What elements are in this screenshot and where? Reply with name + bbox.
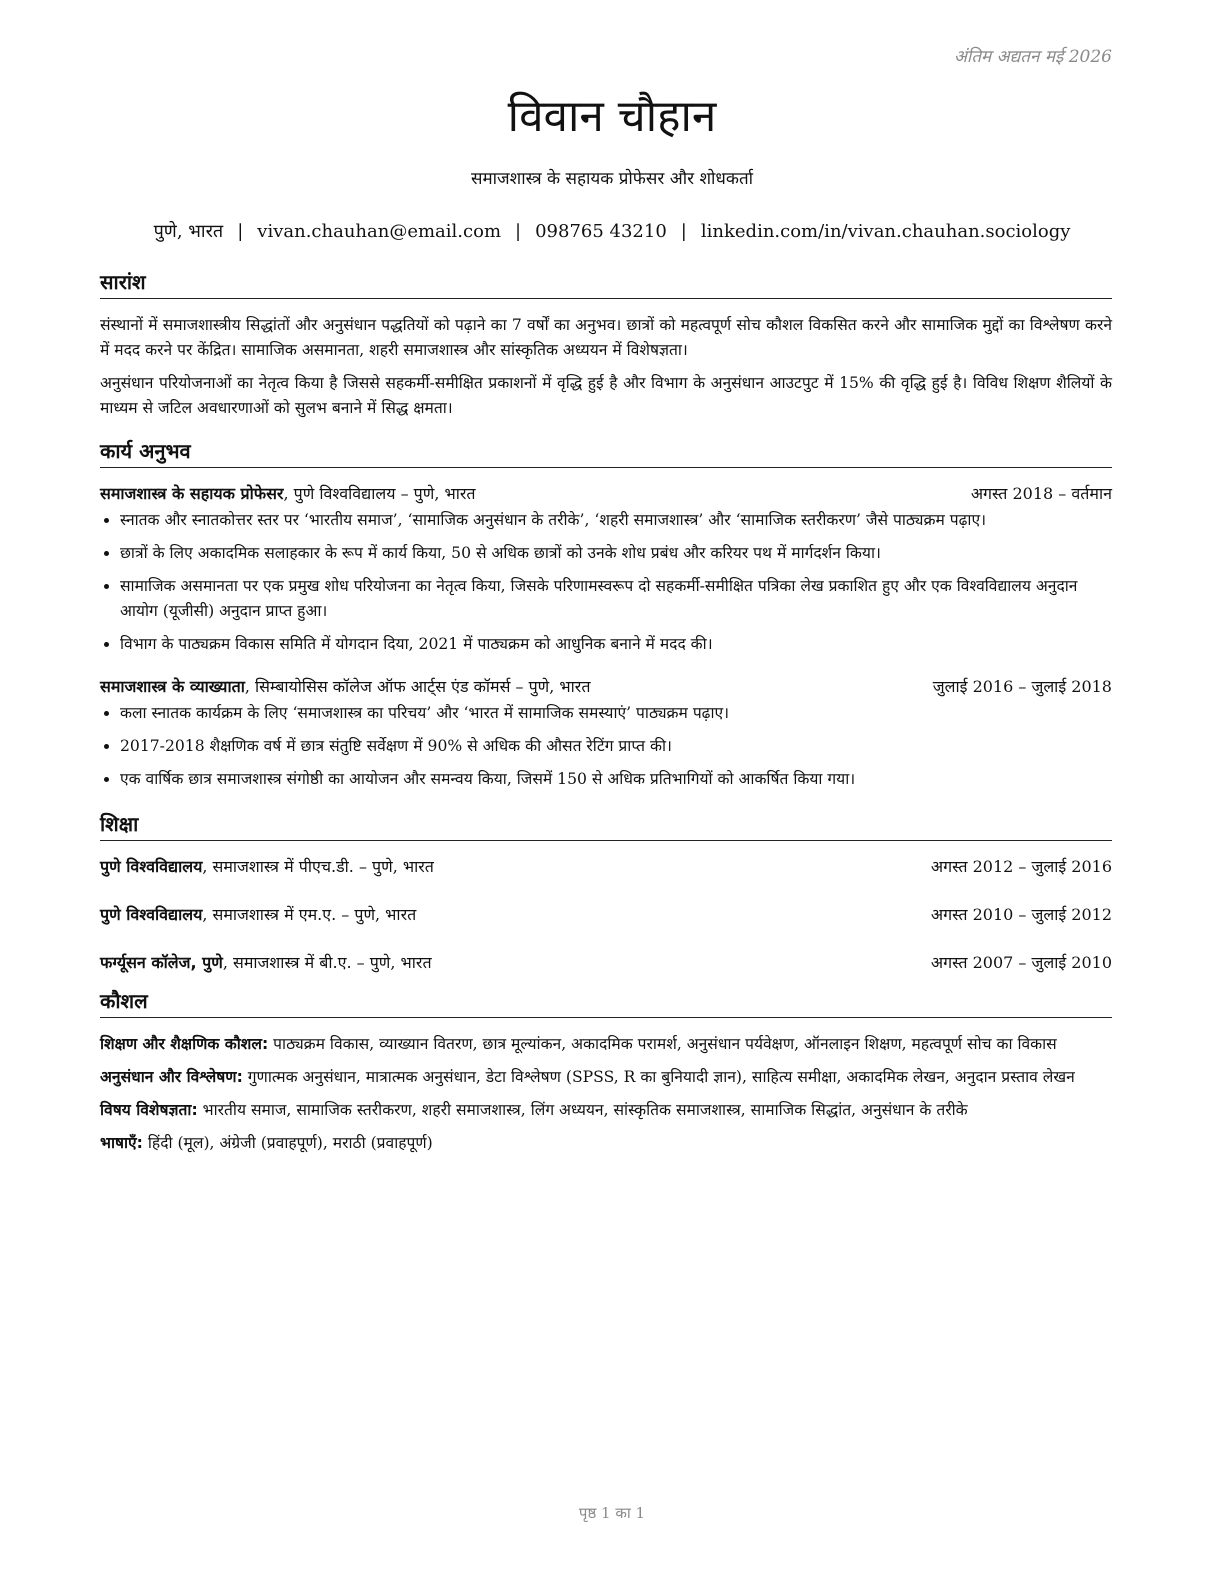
last-updated: अंतिम अद्यतन मई 2026: [953, 47, 1112, 67]
education-dates: अगस्त 2010 – जुलाई 2012: [930, 905, 1112, 924]
contact-line: [0, 219, 1224, 243]
job-bullet: • 2017-2018 शैक्षणिक वर्ष में छात्र संतुष्टि सर्वेक्षण में 90% से अधिक की औसत रेटिंग प्राप्त की।: [120, 734, 1112, 759]
job-bullet: • विभाग के पाठ्यक्रम विकास समिति में योगदान दिया, 2021 में पाठ्यक्रम को आधुनिक बनाने में मदद की।: [120, 632, 1112, 657]
education-school: पुणे विश्वविद्यालय: [100, 905, 203, 924]
education-school: फर्ग्यूसन कॉलेज, पुणे: [100, 953, 223, 972]
education-school: पुणे विश्वविद्यालय: [100, 857, 203, 876]
candidate-name: विवान चौहान: [507, 91, 717, 142]
summary-paragraph: अनुसंधान परियोजनाओं का नेतृत्व किया है जिससे सहकर्मी-समीक्षित प्रकाशनों में वृद्धि हुई है और विभाग के अनुसंधान आउटपुट में 15% की वृद्धि हुई है। विविध शिक्षण शैलियों के माध्यम से जटिल अवधारणाओं को सुलभ बनाने में सिद्ध क्षमता।: [100, 374, 1112, 417]
job-bullet: • सामाजिक असमानता पर एक प्रमुख शोध परियोजना का नेतृत्व किया, जिसके परिणामस्वरूप दो सहकर्मी-समीक्षित पत्रिका लेख प्रकाशित हुए और एक विश्वविद्यालय अनुदान आयोग (यूजीसी) अनुदान प्राप्त हुआ।: [120, 574, 1112, 624]
job-bullet: • एक वार्षिक छात्र समाजशास्त्र संगोष्ठी का आयोजन और समन्वय किया, जिसमें 150 से अधिक प्रतिभागियों को आकर्षित किया गया।: [120, 767, 1112, 792]
job-role: समाजशास्त्र के व्याख्याता: [100, 677, 245, 696]
skill-text: हिंदी (मूल), अंग्रेजी (प्रवाहपूर्ण), मराठी (प्रवाहपूर्ण): [142, 1134, 433, 1152]
summary-paragraph: संस्थानों में समाजशास्त्रीय सिद्धांतों और अनुसंधान पद्धतियों को पढ़ाने का 7 वर्षों का अनुभव। छात्रों को महत्वपूर्ण सोच कौशल विकसित करने और सामाजिक मुद्दों का विश्लेषण करने में मदद करने पर केंद्रित। सामाजिक असमानता, शहरी समाजशास्त्र और सांस्कृतिक अध्ययन में विशेषज्ञता।: [100, 316, 1113, 359]
candidate-subtitle: समाजशास्त्र के सहायक प्रोफेसर और शोधकर्ता: [470, 169, 754, 189]
job-entry: [100, 482, 1112, 657]
job-header: [100, 675, 1112, 697]
education-dates: अगस्त 2012 – जुलाई 2016: [930, 857, 1112, 876]
education-line: [100, 903, 416, 925]
education-detail: , समाजशास्त्र में पीएच.डी. – पुणे, भारत: [202, 857, 434, 876]
experience-section: [100, 437, 1112, 792]
education-line: [100, 855, 434, 877]
skill-entry: [100, 1098, 1112, 1123]
contact-email[interactable]: vivan.chauhan@email.com: [257, 221, 502, 242]
education-detail: , समाजशास्त्र में बी.ए. – पुणे, भारत: [222, 953, 432, 972]
job-bullet: • कला स्नातक कार्यक्रम के लिए ‘समाजशास्त्र का परिचय’ और ‘भारत में सामाजिक समस्याएं’ पाठ्यक्रम पढ़ाए।: [120, 701, 1112, 726]
contact-location: पुणे, भारत: [153, 221, 224, 242]
skill-text: भारतीय समाज, सामाजिक स्तरीकरण, शहरी समाजशास्त्र, लिंग अध्ययन, सांस्कृतिक समाजशास्त्र, सामाजिक सिद्धांत, अनुसंधान के तरीके: [197, 1101, 968, 1119]
section-title-education: शिक्षा: [100, 810, 1112, 841]
education-section: [100, 810, 1112, 973]
education-line: [100, 951, 432, 973]
contact-separator: |: [515, 221, 522, 242]
education-entry: [100, 951, 1112, 973]
job-bullets: [100, 508, 1112, 657]
contact-separator: |: [680, 221, 687, 242]
skill-label: अनुसंधान और विश्लेषण:: [100, 1068, 243, 1086]
job-bullets: [100, 701, 1112, 792]
contact-phone: 098765 43210: [535, 221, 667, 242]
skills-section: [100, 987, 1112, 1156]
job-role: समाजशास्त्र के सहायक प्रोफेसर: [100, 484, 284, 503]
skill-entry: [100, 1065, 1112, 1090]
job-bullet: • स्नातक और स्नातकोत्तर स्तर पर ‘भारतीय समाज’, ‘सामाजिक अनुसंधान के तरीके’, ‘शहरी समाजशास्त्र’ और ‘सामाजिक स्तरीकरण’ जैसे पाठ्यक्रम पढ़ाए।: [120, 508, 1112, 533]
section-title-summary: सारांश: [100, 268, 1112, 299]
education-detail: , समाजशास्त्र में एम.ए. – पुणे, भारत: [202, 905, 417, 924]
education-entry: [100, 903, 1112, 925]
contact-linkedin[interactable]: linkedin.com/in/vivan.chauhan.sociology: [700, 221, 1071, 242]
job-org: , सिम्बायोसिस कॉलेज ऑफ आर्ट्स एंड कॉमर्स – पुणे, भारत: [244, 677, 591, 696]
job-header: [100, 482, 1112, 504]
job-entry: [100, 675, 1112, 792]
skill-entry: [100, 1032, 1112, 1057]
resume-body: [100, 268, 1112, 1164]
skill-label: शिक्षण और शैक्षणिक कौशल:: [100, 1035, 269, 1053]
summary-section: [100, 268, 1112, 421]
job-dates: जुलाई 2016 – जुलाई 2018: [932, 677, 1112, 696]
skill-text: गुणात्मक अनुसंधान, मात्रात्मक अनुसंधान, डेटा विश्लेषण (SPSS, R का बुनियादी ज्ञान), साहित्य समीक्षा, अकादमिक लेखन, अनुदान प्रस्ताव लेखन: [242, 1068, 1075, 1086]
job-dates: अगस्त 2018 – वर्तमान: [970, 484, 1112, 503]
skill-label: भाषाएँ:: [100, 1134, 143, 1152]
skill-entry: [100, 1131, 1112, 1156]
skill-text: पाठ्यक्रम विकास, व्याख्यान वितरण, छात्र मूल्यांकन, अकादमिक परामर्श, अनुसंधान पर्यवेक्षण, ऑनलाइन शिक्षण, महत्वपूर्ण सोच का विकास: [268, 1035, 1057, 1053]
contact-separator: |: [237, 221, 244, 242]
job-title-line: [100, 675, 590, 697]
skill-label: विषय विशेषज्ञता:: [100, 1101, 198, 1119]
education-dates: अगस्त 2007 – जुलाई 2010: [930, 953, 1112, 972]
page-number: पृष्ठ 1 का 1: [578, 1504, 646, 1522]
job-title-line: [100, 482, 476, 504]
education-entry: [100, 855, 1112, 877]
section-title-skills: कौशल: [100, 987, 1112, 1018]
section-title-experience: कार्य अनुभव: [100, 437, 1112, 468]
job-bullet: • छात्रों के लिए अकादमिक सलाहकार के रूप में कार्य किया, 50 से अधिक छात्रों को उनके शोध प्रबंध और करियर पथ में मार्गदर्शन किया।: [120, 541, 1112, 566]
job-org: , पुणे विश्वविद्यालय – पुणे, भारत: [283, 484, 476, 503]
